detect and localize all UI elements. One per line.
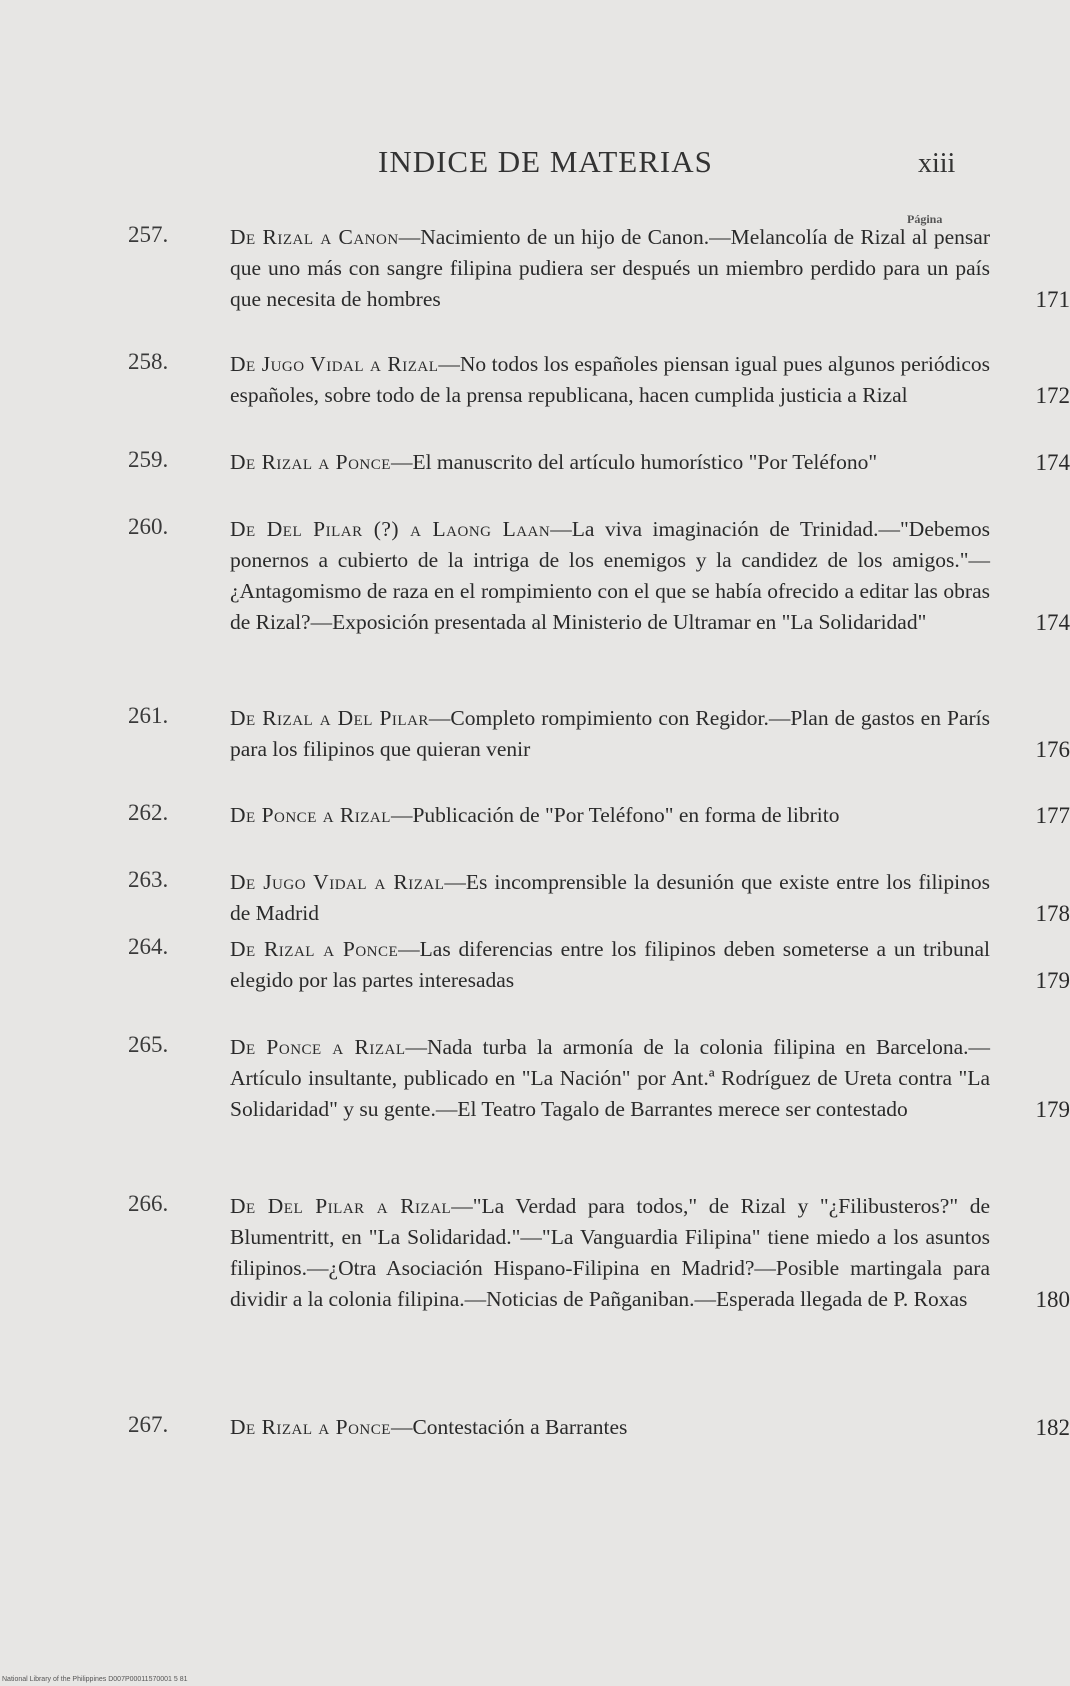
entry-text: —Es incomprensible la desunión que existe entre los filipinos de Madrid (230, 870, 990, 925)
toc-entry (120, 1412, 1070, 1452)
entry-text: —Las diferencias entre los filipinos deben someterse a un tribunal elegido por las partes interesadas (230, 937, 990, 992)
entry-page: 182 (1035, 1415, 1070, 1440)
toc-entry (120, 514, 1070, 700)
entry-text: —Completo rompimiento con Regidor.—Plan de gastos en París para los filipinos que quieran venir (230, 706, 990, 761)
entry-sender: De Jugo Vidal a Rizal (230, 352, 439, 376)
entry-number: 262. (128, 800, 169, 825)
toc-entry (120, 222, 1070, 346)
entry-text: —Nada turba la armonía de la colonia filipina en Barcelona.—Artículo insultante, publicado en "La Nación" por Ant.ª Rodríguez de Ureta contra "La Solidaridad" y su gente.—El Teatro Tagalo de Barrantes merece ser contestado (230, 1035, 990, 1121)
entry-sender: De Del Pilar a Rizal (230, 1194, 452, 1218)
entry-number: 267. (128, 1412, 169, 1437)
entry-sender: De Rizal a Canon (230, 225, 399, 249)
toc-entry (120, 447, 1070, 511)
entry-text: —No todos los españoles piensan igual pues algunos periódicos españoles, sobre todo de la prensa republicana, hacen cumplida justicia a Rizal (230, 352, 990, 407)
scan-footer: National Library of the Philippines D007P00011570001 5 81 (2, 1676, 188, 1683)
entry-text: —La viva imaginación de Trinidad.—"Debemos ponernos a cubierto de la intriga de los enemigos y la candidez de los amigos."—¿Antagomismo de raza en el rompimiento con el que se había ofrecido a editar las obras de Rizal?—Exposición presentada al Ministerio de Ultramar en "La Solidaridad" (230, 517, 990, 634)
entry-sender: De Ponce a Rizal (230, 803, 391, 827)
entry-page: 174 (1035, 450, 1070, 475)
entry-sender: De Del Pilar (?) a Laong Laan (230, 517, 551, 541)
entry-page: 176 (1035, 737, 1070, 762)
toc-entry (120, 800, 1070, 864)
entry-page: 178 (1035, 901, 1070, 926)
entry-text: —Publicación de "Por Teléfono" en forma de librito (390, 803, 840, 827)
toc-entry (120, 349, 1070, 444)
entry-number: 265. (128, 1032, 169, 1057)
entry-text: —Contestación a Barrantes (390, 1415, 628, 1439)
entry-page: 179 (1035, 1097, 1070, 1122)
toc-entry (120, 934, 1070, 1029)
entry-sender: De Rizal a Del Pilar (230, 706, 429, 730)
entry-page: 177 (1035, 803, 1070, 828)
toc-entry (120, 703, 1070, 797)
entry-number: 257. (128, 222, 169, 247)
entry-text: —"La Verdad para todos," de Rizal y "¿Filibusteros?" de Blumentritt, en "La Solidaridad."—"La Vanguardia Filipina" tiene miedo a los asuntos filipinos.—¿Otra Asociación Hispano-Filipina en Madrid?—Posible martingala para dividir a la colonia filipina.—Noticias de Pañganiban.—Esperada llegada de P. Roxas (230, 1194, 990, 1311)
entry-number: 258. (128, 349, 169, 374)
entry-page: 174 (1035, 610, 1070, 635)
entry-text: —El manuscrito del artículo humorístico "Por Teléfono" (390, 450, 878, 474)
entry-page: 179 (1035, 968, 1070, 993)
entry-number: 266. (128, 1191, 169, 1216)
entry-sender: De Rizal a Ponce (230, 450, 391, 474)
entry-number: 260. (128, 514, 169, 539)
entry-sender: De Jugo Vidal a Rizal (230, 870, 445, 894)
entry-sender: De Ponce a Rizal (230, 1035, 406, 1059)
entry-page: 171 (1035, 287, 1070, 312)
toc-entry (120, 1191, 1070, 1409)
page-column-label: Página (907, 212, 943, 226)
page-title: INDICE DE MATERIAS (378, 144, 713, 179)
entry-number: 263. (128, 867, 169, 892)
toc-entry (120, 867, 1070, 931)
entry-sender: De Rizal a Ponce (230, 1415, 391, 1439)
toc-entry (120, 1032, 1070, 1188)
entry-text: —Nacimiento de un hijo de Canon.—Melancolía de Rizal al pensar que uno más con sangre filipina pudiera ser después un miembro perdido para un país que necesita de hombres (230, 225, 991, 311)
entry-sender: De Rizal a Ponce (230, 937, 399, 961)
table-of-contents (120, 222, 1070, 1455)
entry-page: 180 (1035, 1287, 1070, 1312)
entry-number: 259. (128, 447, 169, 472)
entry-number: 264. (128, 934, 169, 959)
page-header (0, 140, 1064, 190)
page-number: xiii (918, 148, 956, 179)
entry-number: 261. (128, 703, 169, 728)
entry-page: 172 (1035, 383, 1070, 408)
